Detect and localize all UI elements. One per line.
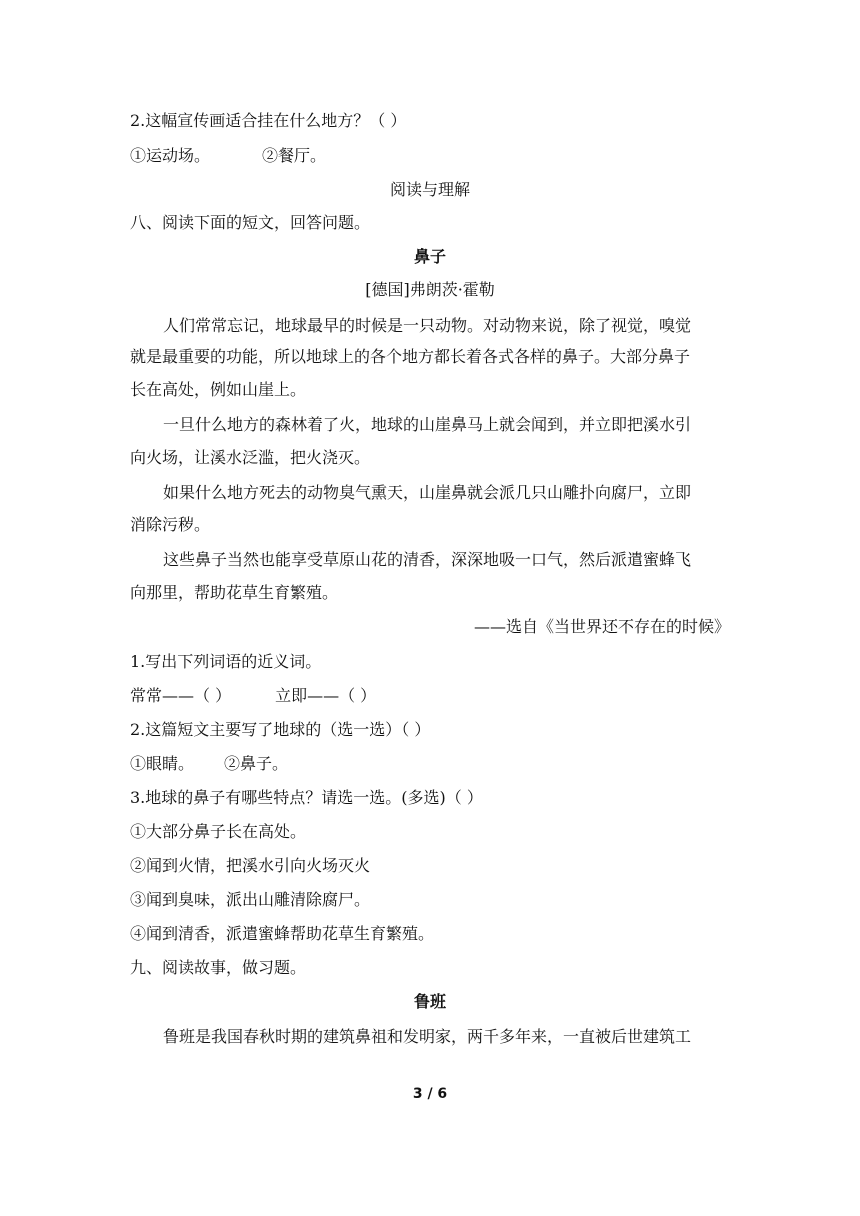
story-author: [德国]弗朗茨·霍勒 [365, 280, 495, 299]
synonym-item-2: 立即——（ ） [275, 686, 377, 705]
question-previous-2: 2.这幅宣传画适合挂在什么地方？（ ） [130, 111, 407, 130]
story-paragraph-3-line-1: 如果什么地方死去的动物臭气熏天，山崖鼻就会派几只山雕扑向腐尸，立即 [163, 483, 692, 502]
story-paragraph-4-line-1: 这些鼻子当然也能享受草原山花的清香，深深地吸一口气，然后派遣蜜蜂飞 [163, 550, 692, 569]
question-1-items [130, 684, 730, 708]
q3-option-1: ①大部分鼻子长在高处。 [130, 822, 307, 841]
section-heading: 阅读与理解 [389, 180, 470, 199]
page-number: 3 / 6 [412, 1086, 448, 1102]
option-1: ①运动场。 [130, 146, 211, 165]
story-paragraph-2-line-1: 一旦什么地方的森林着了火，地球的山崖鼻马上就会闻到，并立即把溪水引 [163, 415, 692, 434]
story-paragraph-1-line-3: 长在高处，例如山崖上。 [130, 380, 307, 399]
question-2: 2.这篇短文主要写了地球的（选一选）（ ） [130, 720, 431, 739]
story-paragraph-1-line-2: 就是最重要的功能，所以地球上的各个地方都长着各式各样的鼻子。大部分鼻子 [130, 347, 691, 366]
story-paragraph-3-line-2: 消除污秽。 [130, 515, 211, 534]
part-8-prompt: 八、阅读下面的短文，回答问题。 [130, 213, 371, 232]
story-title: 鼻子 [413, 247, 446, 266]
q3-option-3: ③闻到臭味，派出山雕清除腐尸。 [130, 890, 371, 909]
question-2-options [130, 752, 730, 776]
story-2-line-1: 鲁班是我国春秋时期的建筑鼻祖和发明家，两千多年来，一直被后世建筑工 [163, 1027, 692, 1046]
previous-options [130, 144, 730, 168]
q2-option-2: ②鼻子。 [224, 754, 289, 773]
story-source: ——选自《当世界还不存在的时候》 [473, 617, 730, 636]
synonym-item-1: 常常——（ ） [130, 686, 232, 705]
story-paragraph-2-line-2: 向火场，让溪水泛滥，把火浇灭。 [130, 448, 371, 467]
q2-option-1: ①眼睛。 [130, 754, 195, 773]
option-2: ②餐厅。 [262, 146, 327, 165]
question-3: 3.地球的鼻子有哪些特点？请选一选。(多选)（ ） [130, 788, 483, 807]
story-paragraph-1-line-1: 人们常常忘记，地球最早的时候是一只动物。对动物来说，除了视觉，嗅觉 [163, 316, 692, 335]
story-paragraph-4-line-2: 向那里，帮助花草生育繁殖。 [130, 583, 339, 602]
story-2-title: 鲁班 [413, 992, 446, 1011]
question-1: 1.写出下列词语的近义词。 [130, 652, 322, 671]
q3-option-2: ②闻到火情，把溪水引向火场灭火 [130, 856, 371, 875]
q3-option-4: ④闻到清香，派遣蜜蜂帮助花草生育繁殖。 [130, 924, 435, 943]
part-9-prompt: 九、阅读故事，做习题。 [130, 958, 307, 977]
